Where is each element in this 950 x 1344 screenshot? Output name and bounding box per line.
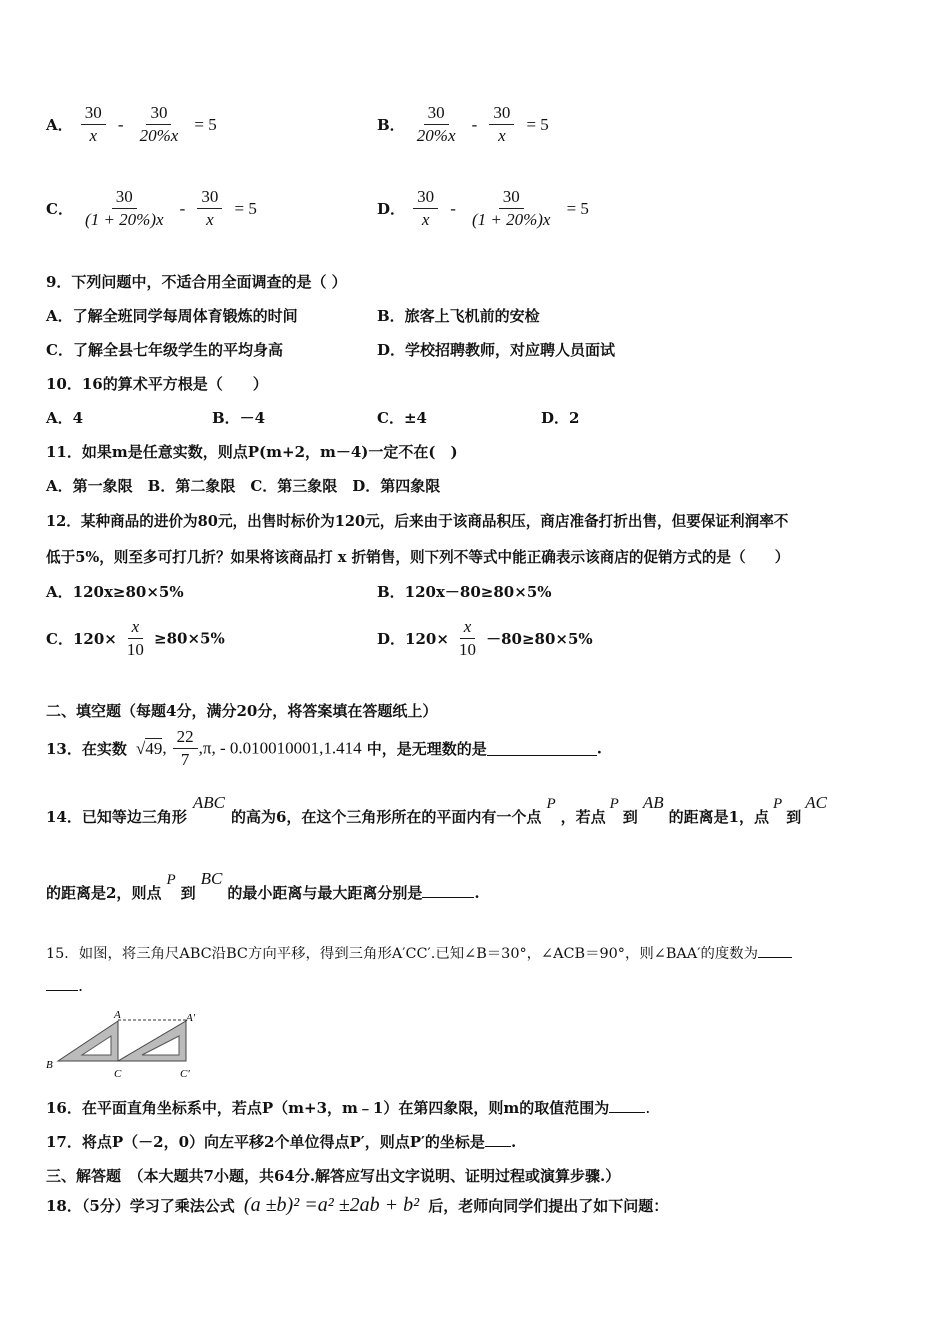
section-three-heading: 三、解答题 （本大题共7小题，共64分.解答应写出文字说明、证明过程或演算步骤.）	[46, 1167, 621, 1185]
period: .	[474, 884, 480, 902]
q10-option-c: C．±4	[377, 409, 427, 427]
period: .	[510, 1133, 517, 1151]
fraction: $\frac{x}{10}$	[126, 617, 144, 659]
q9-option-a: A．了解全班同学每周体育锻炼的时间	[46, 307, 298, 325]
q15-line2	[46, 976, 83, 995]
math-ab: AB	[642, 793, 664, 812]
text: 的距离是1，点	[668, 808, 770, 826]
q18	[46, 1194, 668, 1217]
text: 的距离是2，则点	[46, 884, 162, 902]
option-text: －80≥80×5%	[486, 630, 593, 648]
option-label: D．	[377, 200, 406, 218]
equals-five: = 5	[234, 198, 257, 218]
q11-stem: 11．如果m是任意实数，则点P(m+2，m－4)一定不在( )	[46, 443, 458, 461]
math-p: P	[609, 796, 619, 812]
text: 到	[180, 884, 196, 902]
q13-pre: 13．在实数	[46, 740, 127, 758]
fraction: $\frac{30}{(1 + 20\%)x}$	[471, 187, 551, 229]
q8-option-b	[377, 102, 553, 147]
math-abc: ABC	[192, 793, 225, 812]
q13-post: 中，是无理数的是	[366, 740, 487, 758]
fraction: $\frac{30}{x}$	[413, 186, 438, 231]
label-b: B	[46, 1059, 53, 1071]
equals-five: = 5	[566, 198, 589, 218]
q17-text: 17．将点P（－2，0）向左平移2个单位得点P′，则点P′的坐标是	[46, 1133, 485, 1151]
math-ac: AC	[805, 793, 827, 812]
q10-stem: 10．16的算术平方根是（ ）	[46, 375, 268, 393]
q12-option-d	[377, 616, 593, 661]
q18-post: 后，老师向同学们提出了如下问题：	[428, 1197, 669, 1215]
label-c: C	[114, 1068, 122, 1080]
text: 的高为6，在这个三角形所在的平面内有一个点	[230, 808, 542, 826]
math-bc: BC	[200, 869, 223, 888]
fraction: $\frac{22}{7}$	[173, 726, 198, 771]
label-a-prime: A′	[186, 1012, 196, 1024]
math-p: P	[166, 872, 176, 888]
triangle-ruler-diagram	[40, 1008, 210, 1084]
text: 到	[622, 808, 638, 826]
q9-option-c: C．了解全县七年级学生的平均身高	[46, 341, 283, 359]
q16	[46, 1097, 650, 1118]
period: .	[596, 739, 602, 758]
option-text: ≥80×5%	[154, 629, 225, 648]
q13-numbers: ,π, - 0.010010001,1.414	[198, 738, 362, 758]
q12-option-a: A．120x≥80×5%	[46, 583, 184, 601]
fraction: $\frac{30}{x}$	[81, 102, 106, 147]
text: ，若点	[560, 808, 606, 826]
section-two-heading: 二、填空题（每题4分，满分20分，将答案填在答题纸上）	[46, 702, 438, 720]
q8-option-a	[46, 102, 221, 147]
answer-blank[interactable]	[758, 943, 792, 958]
minus-sign: -	[117, 114, 124, 134]
text: 的最小距离与最大距离分别是	[227, 884, 423, 902]
option-text: C．120×	[46, 630, 117, 648]
answer-blank[interactable]	[485, 1132, 511, 1147]
fraction: $\frac{30}{20\%x}$	[416, 103, 456, 145]
equals-five: = 5	[526, 114, 549, 134]
option-label: B．	[377, 116, 405, 134]
q15-line1	[46, 942, 792, 963]
option-label: A．	[46, 116, 73, 134]
equals-five: = 5	[194, 114, 217, 134]
q17	[46, 1131, 516, 1152]
fraction: $\frac{30}{20\%x}$	[139, 103, 179, 145]
q10-option-a: A．4	[46, 409, 84, 427]
minus-sign: -	[450, 198, 456, 218]
q8-option-d	[377, 186, 593, 231]
q14-line2	[46, 869, 480, 903]
text: 14．已知等边三角形	[46, 808, 187, 826]
q9-option-b: B．旅客上飞机前的安检	[377, 307, 540, 325]
text: 到	[786, 808, 802, 826]
math-p: P	[773, 796, 783, 812]
q18-pre: 18．（5分）学习了乘法公式	[46, 1197, 235, 1215]
label-c-prime: C′	[180, 1068, 190, 1080]
q8-option-c	[46, 186, 261, 231]
q16-text: 16．在平面直角坐标系中，若点P（m+3，m﹣1）在第四象限，则m的取值范围为	[46, 1099, 610, 1117]
answer-blank[interactable]	[487, 741, 597, 756]
answer-blank[interactable]	[609, 1098, 645, 1113]
q12-line2: 低于5%，则至多可打几折？如果将该商品打 x 折销售，则下列不等式中能正确表示该商店的促销方式的是（ ）	[46, 549, 790, 566]
q9-stem: 9．下列问题中，不适合用全面调查的是（ ）	[46, 273, 347, 291]
period: .	[645, 1098, 651, 1117]
q10-option-b: B．－4	[212, 409, 266, 427]
option-label: C．	[46, 200, 73, 218]
option-text: D．120×	[377, 630, 449, 648]
q9-option-d: D．学校招聘教师，对应聘人员面试	[377, 341, 616, 359]
translation-figure	[40, 1008, 210, 1084]
fraction: $\frac{30}{x}$	[489, 102, 514, 147]
period: .	[78, 976, 84, 995]
q12-option-b: B．120x－80≥80×5%	[377, 583, 552, 601]
q14-line1	[46, 793, 831, 827]
answer-blank[interactable]	[422, 883, 474, 898]
fraction: $\frac{30}{(1 + 20\%)x}$	[85, 187, 164, 229]
q12-line1: 12．某种商品的进价为80元，出售时标价为120元，后来由于该商品积压，商店准备打折出售，但要保证利润率不	[46, 513, 789, 530]
answer-blank[interactable]	[46, 976, 78, 991]
q11-options: A．第一象限 B．第二象限 C．第三象限 D．第四象限	[46, 477, 441, 495]
q13: 13．在实数 √49, $\frac{22}{7}$ ,π, - 0.010010001,1.414 中，是无理数的是 .	[46, 727, 602, 769]
math-p: P	[546, 796, 556, 812]
sqrt-49: √49	[135, 738, 163, 758]
label-a: A	[114, 1009, 121, 1021]
minus-sign: -	[471, 114, 478, 134]
q12-option-c	[46, 616, 225, 661]
q15-text: 15．如图，将三角尺ABC沿BC方向平移，得到三角形A′CC′.已知∠B＝30°，∠ACB＝90°，则∠BAA′的度数为	[46, 946, 759, 962]
multiplication-formula: (a ±b)² =a² ±2ab + b²	[243, 1194, 420, 1216]
fraction: $\frac{30}{x}$	[197, 186, 222, 231]
fraction: $\frac{x}{10}$	[458, 617, 476, 659]
minus-sign: -	[179, 198, 186, 218]
q10-option-d: D．2	[541, 409, 580, 427]
